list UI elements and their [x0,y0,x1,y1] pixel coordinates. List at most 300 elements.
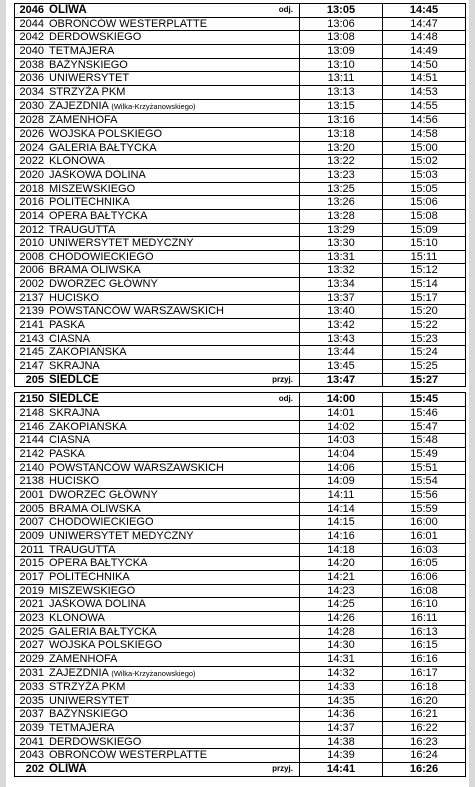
stop-name-suffix: (Wilka-Krzyżanowskiego) [111,668,196,678]
stop-code: 202 [15,763,48,777]
time-run-2: 15:06 [383,196,466,210]
stop-row [15,516,466,530]
stop-name: POLITECHNIKA [49,570,130,583]
stop-row [15,393,466,407]
time-run-1: 13:44 [300,346,383,360]
stop-code: 2014 [15,209,48,223]
stop-name-cell [47,763,300,777]
time-run-2: 15:47 [383,420,466,434]
time-run-2: 16:05 [383,557,466,571]
stop-name: BRAMA OLIWSKA [49,264,141,277]
time-run-1: 13:30 [300,237,383,251]
stop-name: HUCISKO [49,291,100,304]
stop-name: POWSTAŃCÓW WARSZAWSKICH [49,305,224,318]
stop-name: SKRAJNA [49,360,100,373]
stop-name-cell [47,278,300,292]
stop-code: 2038 [15,58,48,72]
stop-row [15,448,466,462]
stop-row [15,209,466,223]
stop-name-cell [47,407,300,421]
stop-row [15,749,466,763]
stop-name-cell [47,584,300,598]
stop-row [15,127,466,141]
stop-name-cell [47,319,300,333]
stop-row [15,475,466,489]
time-run-2: 15:17 [383,291,466,305]
stop-name: JAŚKOWA DOLINA [49,168,146,181]
stop-row [15,4,466,18]
time-run-1: 13:06 [300,17,383,31]
stop-code: 2020 [15,168,48,182]
time-run-1: 14:21 [300,570,383,584]
time-run-1: 13:23 [300,168,383,182]
time-run-2: 14:53 [383,85,466,99]
time-run-1: 14:00 [300,393,383,407]
time-run-2: 16:20 [383,694,466,708]
stop-name-cell [47,681,300,695]
stop-name: OLIWA [49,4,87,16]
stop-name: UNIWERSYTET [49,694,130,707]
stop-name-cell [47,475,300,489]
stop-code: 2026 [15,127,48,141]
time-run-2: 16:01 [383,529,466,543]
stop-name: CHODOWIECKIEGO [49,250,154,263]
stop-name: ZAKOPIAŃSKA [49,346,127,359]
time-run-1: 13:18 [300,127,383,141]
stop-name: CIASNA [49,332,90,345]
time-run-1: 13:13 [300,85,383,99]
stop-name-cell [47,168,300,182]
time-run-1: 14:16 [300,529,383,543]
stop-name-cell [47,557,300,571]
time-run-2: 16:17 [383,666,466,681]
time-run-1: 13:25 [300,182,383,196]
stop-code: 2034 [15,85,48,99]
stop-row [15,141,466,155]
stop-row [15,708,466,722]
stop-code: 2015 [15,557,48,571]
time-run-1: 13:45 [300,360,383,374]
stop-code: 2028 [15,114,48,128]
time-run-1: 14:41 [300,763,383,777]
time-run-1: 13:09 [300,44,383,58]
time-run-2: 16:26 [383,763,466,777]
stop-name: UNIWERSYTET [49,72,130,85]
stop-row [15,250,466,264]
time-run-2: 15:05 [383,182,466,196]
time-run-1: 14:18 [300,543,383,557]
stop-name: DWORZEC GŁÓWNY [49,278,158,291]
stop-row [15,584,466,598]
time-run-1: 14:04 [300,448,383,462]
stop-name-cell [47,250,300,264]
stop-row [15,168,466,182]
stop-row [15,99,466,114]
stop-code: 2139 [15,305,48,319]
stop-row [15,652,466,666]
stop-name-cell [47,58,300,72]
stop-row [15,502,466,516]
stop-code: 2022 [15,155,48,169]
stop-row [15,264,466,278]
stop-row [15,598,466,612]
stop-code: 2141 [15,319,48,333]
time-run-1: 13:15 [300,99,383,114]
stop-row [15,44,466,58]
stop-code: 2010 [15,237,48,251]
time-run-1: 13:11 [300,72,383,86]
time-run-2: 15:45 [383,393,466,407]
stop-name-cell [47,722,300,736]
time-run-2: 14:48 [383,31,466,45]
time-run-2: 15:56 [383,488,466,502]
stop-name: JAŚKOWA DOLINA [49,598,146,611]
stop-code: 2012 [15,223,48,237]
stop-row [15,31,466,45]
time-run-1: 13:31 [300,250,383,264]
stop-name: OPERA BAŁTYCKA [49,557,148,570]
stop-name-cell [47,223,300,237]
stop-code: 2148 [15,407,48,421]
time-run-2: 14:47 [383,17,466,31]
stop-row [15,722,466,736]
time-run-1: 13:20 [300,141,383,155]
stop-row [15,332,466,346]
time-run-2: 16:03 [383,543,466,557]
time-run-2: 15:46 [383,407,466,421]
stop-code: 2138 [15,475,48,489]
stop-name-cell [47,346,300,360]
stop-code: 2009 [15,529,48,543]
stop-name: WOJSKA POLSKIEGO [49,639,163,652]
time-run-1: 14:06 [300,461,383,475]
time-run-1: 14:23 [300,584,383,598]
time-run-2: 14:50 [383,58,466,72]
time-run-2: 15:08 [383,209,466,223]
stop-name: OLIWA [49,763,87,776]
stop-name-cell [47,488,300,502]
stop-code: 2002 [15,278,48,292]
stop-code: 2005 [15,502,48,516]
stop-row [15,72,466,86]
time-run-2: 15:54 [383,475,466,489]
time-run-2: 15:09 [383,223,466,237]
time-run-1: 13:28 [300,209,383,223]
stop-code: 2016 [15,196,48,210]
stop-name: HUCISKO [49,475,100,488]
stop-row [15,529,466,543]
stop-row [15,543,466,557]
stop-name: DERDOWSKIEGO [49,31,142,44]
stop-row [15,694,466,708]
stop-row [15,17,466,31]
time-run-1: 14:35 [300,694,383,708]
stop-name-cell [47,127,300,141]
stop-row [15,114,466,128]
stop-code: 2029 [15,652,48,666]
stop-name: STRZYŻA PKM [49,681,126,694]
stop-code: 2040 [15,44,48,58]
stop-code: 2024 [15,141,48,155]
stop-name-cell [47,305,300,319]
stop-row [15,196,466,210]
time-run-2: 15:25 [383,360,466,374]
time-run-1: 14:38 [300,735,383,749]
stop-name: MISZEWSKIEGO [49,182,136,195]
stop-name-cell [47,72,300,86]
stop-code: 2143 [15,332,48,346]
departure-arrival-tag: przyj. [272,764,293,774]
stop-name-cell [47,237,300,251]
time-run-2: 16:21 [383,708,466,722]
stop-code: 2044 [15,17,48,31]
time-run-2: 14:58 [383,127,466,141]
stop-name-cell [47,598,300,612]
time-run-2: 15:48 [383,434,466,448]
stop-code: 2017 [15,570,48,584]
stop-name: WOJSKA POLSKIEGO [49,127,163,140]
stop-name-cell [47,264,300,278]
time-run-1: 14:36 [300,708,383,722]
stop-name-cell [47,570,300,584]
stop-name-cell [47,85,300,99]
time-run-2: 14:45 [383,4,466,18]
stop-name: ZAMENHOFA [49,114,118,127]
time-run-1: 14:11 [300,488,383,502]
stop-name: OBROŃCÓW WESTERPLATTE [49,17,208,30]
time-run-2: 15:22 [383,319,466,333]
stop-name-cell [47,17,300,31]
stop-row [15,155,466,169]
time-run-2: 15:00 [383,141,466,155]
time-run-2: 15:10 [383,237,466,251]
time-run-2: 15:03 [383,168,466,182]
stop-code: 2025 [15,625,48,639]
stop-name-cell [47,735,300,749]
time-run-2: 16:16 [383,652,466,666]
stop-name: GALERIA BAŁTYCKA [49,141,157,154]
stop-name: TRAUGUTTA [49,223,116,236]
stop-code: 2046 [15,4,48,18]
stop-code: 2042 [15,31,48,45]
stop-code: 2019 [15,584,48,598]
stop-code: 2018 [15,182,48,196]
stop-row [15,407,466,421]
time-run-2: 16:08 [383,584,466,598]
stop-code: 2041 [15,735,48,749]
stop-name-cell [47,652,300,666]
time-run-2: 16:11 [383,611,466,625]
stop-name: BRAMA OLIWSKA [49,502,141,515]
time-run-1: 13:40 [300,305,383,319]
time-run-2: 15:24 [383,346,466,360]
stop-code: 2021 [15,598,48,612]
stop-name-cell [47,209,300,223]
stop-code: 2144 [15,434,48,448]
stop-name: POLITECHNIKA [49,196,130,209]
stop-name: ZAMENHOFA [49,652,118,665]
time-run-2: 15:59 [383,502,466,516]
time-run-1: 14:20 [300,557,383,571]
stop-name: PASKA [49,319,85,332]
time-run-1: 13:47 [300,373,383,387]
stop-name-cell [47,502,300,516]
timetable-page [6,0,469,787]
stop-code: 2006 [15,264,48,278]
stop-code: 2036 [15,72,48,86]
time-run-2: 15:49 [383,448,466,462]
time-run-2: 15:23 [383,332,466,346]
stop-row [15,639,466,653]
stop-code: 2001 [15,488,48,502]
time-run-2: 16:15 [383,639,466,653]
stop-row [15,360,466,374]
stop-name: DWORZEC GŁÓWNY [49,488,158,501]
stop-name: MISZEWSKIEGO [49,584,136,597]
stop-row [15,291,466,305]
stop-code: 2031 [15,666,48,681]
stop-name: ZAKOPIAŃSKA [49,420,127,433]
stop-code: 2008 [15,250,48,264]
time-run-1: 14:28 [300,625,383,639]
stop-name-cell [47,114,300,128]
stop-row [15,346,466,360]
stop-name: ZAJEZDNIA [49,99,109,112]
stop-name-cell [47,708,300,722]
stop-row [15,319,466,333]
stop-row [15,763,466,777]
stop-name: OPERA BAŁTYCKA [49,209,148,222]
time-run-2: 14:49 [383,44,466,58]
stop-row [15,373,466,387]
stop-name-cell [47,332,300,346]
time-run-1: 13:26 [300,196,383,210]
stop-name-cell [47,196,300,210]
time-run-1: 14:25 [300,598,383,612]
time-run-2: 15:27 [383,373,466,387]
stop-row [15,305,466,319]
stop-code: 2142 [15,448,48,462]
stop-name: POWSTAŃCÓW WARSZAWSKICH [49,461,224,474]
time-run-1: 14:33 [300,681,383,695]
stop-name: TETMAJERA [49,722,115,735]
time-run-1: 13:08 [300,31,383,45]
stop-name: CHODOWIECKIEGO [49,516,154,529]
stop-name-cell [47,529,300,543]
departure-arrival-tag: odj. [278,5,293,14]
stop-code: 2039 [15,722,48,736]
time-run-2: 16:18 [383,681,466,695]
stop-row [15,557,466,571]
stop-name-cell [47,448,300,462]
time-run-1: 13:34 [300,278,383,292]
time-run-2: 14:56 [383,114,466,128]
stop-name-cell [47,393,300,407]
stop-name-cell [47,625,300,639]
stop-name-cell [47,291,300,305]
stop-name-cell [47,4,300,18]
stop-row [15,735,466,749]
stop-name: TRAUGUTTA [49,543,116,556]
stop-name-cell [47,182,300,196]
time-run-2: 16:06 [383,570,466,584]
stop-name: KLONOWA [49,611,105,624]
stop-name: ZAJEZDNIA [49,666,109,679]
stop-name-suffix: (Wilka-Krzyżanowskiego) [111,101,196,111]
stop-code: 2147 [15,360,48,374]
time-run-1: 14:09 [300,475,383,489]
stop-code: 2146 [15,420,48,434]
stop-row [15,58,466,72]
time-run-1: 14:37 [300,722,383,736]
time-run-1: 13:16 [300,114,383,128]
stop-row [15,611,466,625]
stop-code: 2007 [15,516,48,530]
stop-name: BAŻYŃSKIEGO [49,708,128,721]
stop-code: 2150 [15,393,48,407]
stop-name: BAŻYŃSKIEGO [49,58,128,71]
time-run-2: 16:23 [383,735,466,749]
time-run-2: 16:22 [383,722,466,736]
stop-row [15,570,466,584]
stop-name-cell [47,44,300,58]
time-run-1: 14:39 [300,749,383,763]
stop-name: UNIWERSYTET MEDYCZNY [49,529,194,542]
time-run-2: 15:20 [383,305,466,319]
stop-name-cell [47,99,300,114]
stop-name-cell [47,360,300,374]
stop-name: OBROŃCÓW WESTERPLATTE [49,749,208,762]
time-run-1: 14:02 [300,420,383,434]
time-run-2: 14:55 [383,99,466,114]
time-run-1: 13:43 [300,332,383,346]
stop-row [15,420,466,434]
stop-name-cell [47,420,300,434]
stop-name-cell [47,516,300,530]
stop-name: SIEDLCE [49,393,99,406]
stop-code: 2043 [15,749,48,763]
stop-name: PASKA [49,448,85,460]
stop-code: 2011 [15,543,48,557]
stop-name: STRZYŻA PKM [49,85,126,98]
stop-row [15,223,466,237]
stop-code: 2023 [15,611,48,625]
time-run-1: 13:22 [300,155,383,169]
stop-code: 2035 [15,694,48,708]
time-run-1: 13:37 [300,291,383,305]
stop-name: DERDOWSKIEGO [49,735,142,748]
stop-code: 205 [15,373,48,387]
departure-arrival-tag: odj. [278,394,293,404]
stop-code: 2030 [15,99,48,114]
stop-name-cell [47,749,300,763]
stop-code: 2027 [15,639,48,653]
time-run-1: 13:05 [300,4,383,18]
time-run-2: 16:24 [383,749,466,763]
time-run-1: 13:10 [300,58,383,72]
stop-code: 2137 [15,291,48,305]
timetable-body [15,4,466,777]
stop-row [15,681,466,695]
stop-name: UNIWERSYTET MEDYCZNY [49,237,194,250]
timetable-table [14,3,466,777]
time-run-2: 15:14 [383,278,466,292]
stop-name: CIASNA [49,434,90,447]
stop-name-cell [47,666,300,681]
stop-row [15,666,466,681]
time-run-2: 15:12 [383,264,466,278]
stop-name-cell [47,543,300,557]
